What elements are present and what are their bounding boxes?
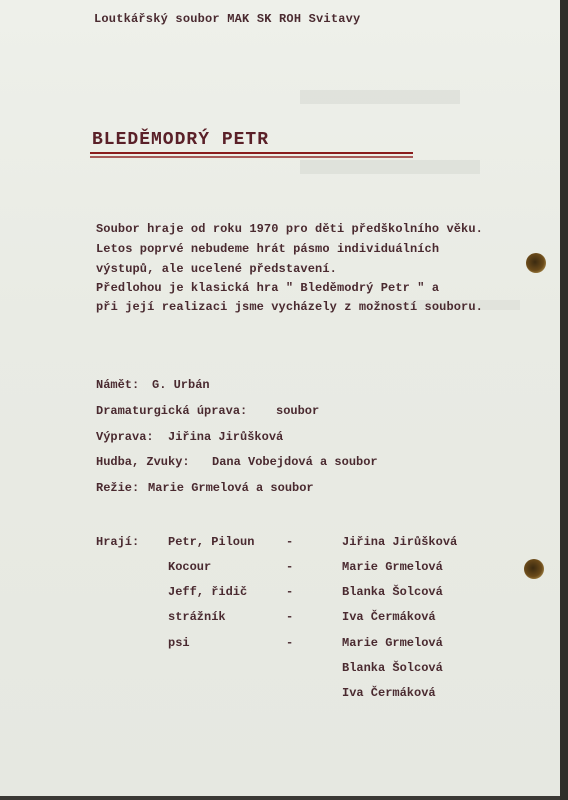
credit-label: Hudba, Zvuky: [96,455,190,469]
cast-actor: Marie Grmelová [342,636,443,650]
punch-hole [524,559,544,579]
cast-dash: - [286,610,294,624]
intro-line: při její realizaci jsme vycházely z možností souboru. [96,300,483,314]
cast-actor: Marie Grmelová [342,560,443,574]
cast-role: psi [168,636,190,650]
cast-dash: - [286,585,294,599]
title-underline [90,152,413,154]
cast-actor: Iva Čermáková [342,686,436,700]
credit-label: Námět: [96,378,140,392]
credit-label: Režie: [96,481,140,495]
credit-label: Dramaturgická úprava: [96,404,248,418]
cast-dash: - [286,560,294,574]
cast-role: strážník [168,610,226,624]
page-title: BLEDĚMODRÝ PETR [92,130,270,150]
cast-actor: Blanka Šolcová [342,585,443,599]
intro-line: Soubor hraje od roku 1970 pro děti předškolního věku. [96,222,483,236]
show-through-smudge [300,90,460,104]
cast-actor: Iva Čermáková [342,610,436,624]
intro-line: Předlohou je klasická hra " Bleděmodrý Petr " a [96,281,440,295]
cast-actor: Jiřina Jirůšková [342,535,458,549]
punch-hole [526,253,546,273]
scan-edge [560,0,568,800]
credit-value: Jiřina Jirůšková [168,430,284,444]
cast-role: Petr, Piloun [168,535,255,549]
cast-dash: - [286,636,294,650]
title-underline [90,156,413,158]
credit-value: G. Urbán [152,378,210,392]
intro-line: výstupů, ale ucelené představení. [96,262,337,276]
cast-role: Kocour [168,560,212,574]
show-through-smudge [300,160,480,174]
credit-value: Dana Vobejdová a soubor [212,455,378,469]
group-header: Loutkářský soubor MAK SK ROH Svitavy [94,12,361,26]
credit-value: soubor [276,404,320,418]
cast-actor: Blanka Šolcová [342,661,443,675]
intro-line: Letos poprvé nebudeme hrát pásmo individuálních [96,242,440,256]
cast-dash: - [286,535,294,549]
cast-role: Jeff, řidič [168,585,248,599]
cast-label: Hrají: [96,535,140,549]
credit-label: Výprava: [96,430,154,444]
credit-value: Marie Grmelová a soubor [148,481,314,495]
